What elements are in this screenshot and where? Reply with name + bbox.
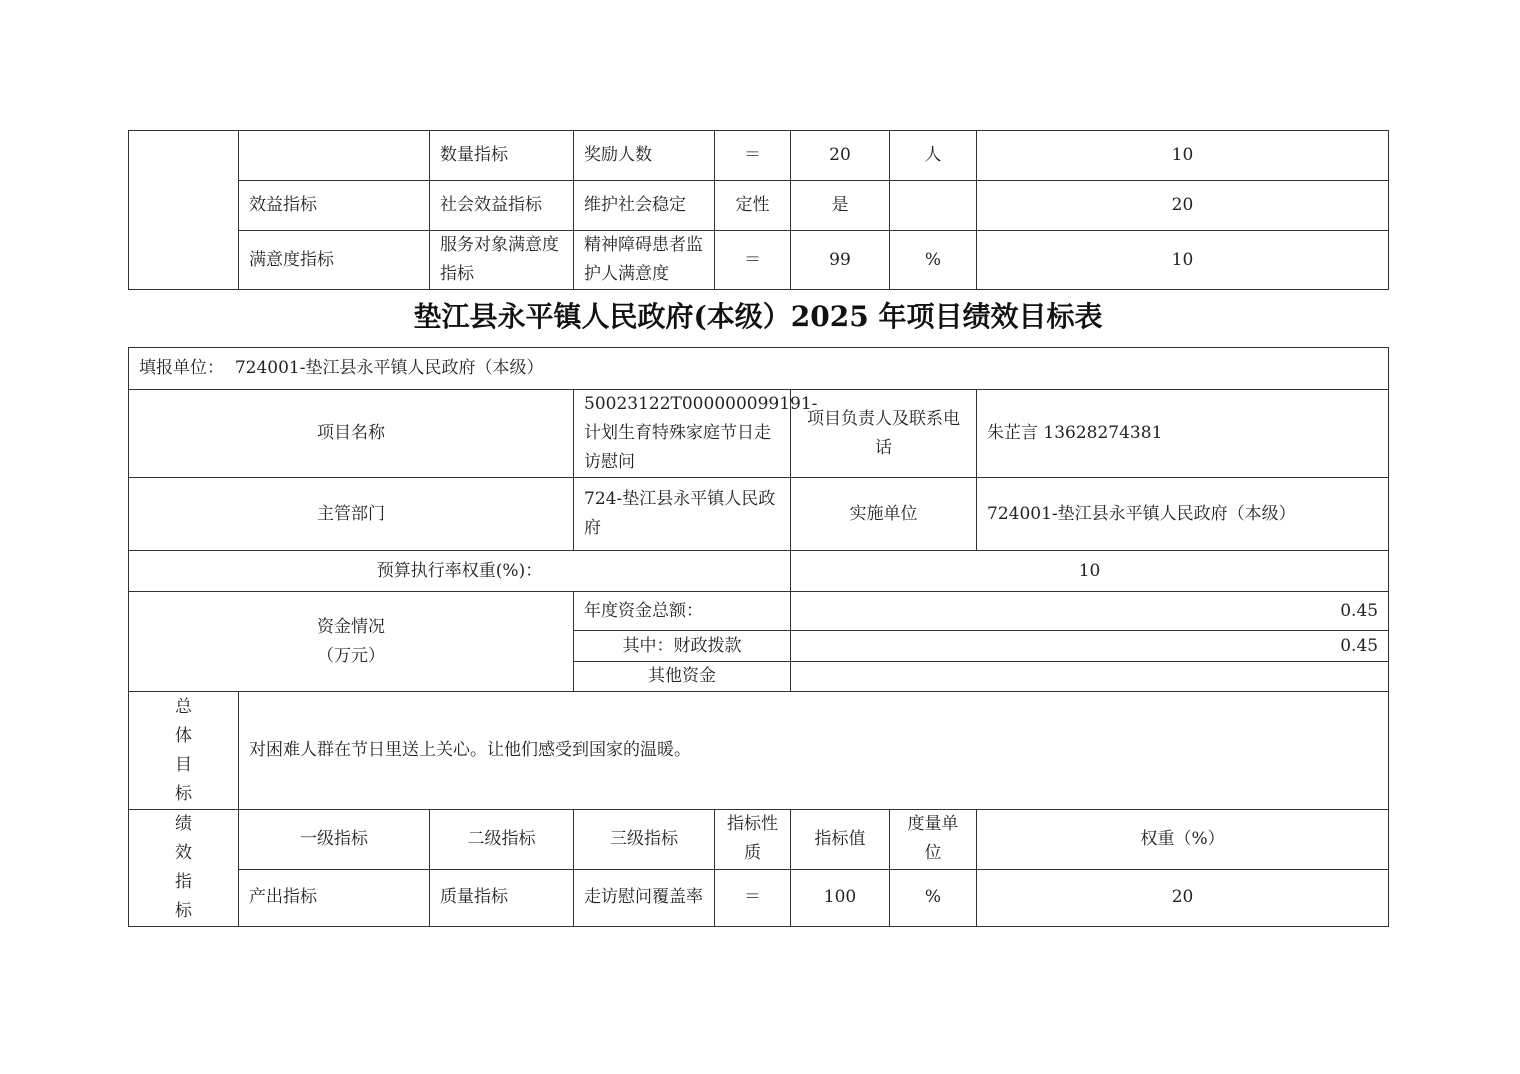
funds-label <box>129 592 574 692</box>
weight-cell: 20 <box>977 869 1389 927</box>
header-unit: 度量单位 <box>890 810 977 870</box>
table-row <box>129 231 1389 290</box>
value-cell: 是 <box>791 181 890 231</box>
table-row <box>129 348 1389 390</box>
level2-cell: 社会效益指标 <box>430 181 574 231</box>
reporting-unit-label: 填报单位： <box>139 358 224 378</box>
unit-cell: % <box>890 231 977 290</box>
level3-cell: 精神障碍患者监护人满意度 <box>574 231 715 290</box>
table-row <box>129 810 1389 870</box>
value-cell: 100 <box>791 869 890 927</box>
weight-cell: 10 <box>977 131 1389 181</box>
level2-cell: 数量指标 <box>430 131 574 181</box>
category-cell <box>129 131 239 290</box>
level2-cell: 质量指标 <box>430 869 574 927</box>
performance-table-continued <box>128 130 1389 290</box>
value-cell: 20 <box>791 131 890 181</box>
impl-unit-value: 724001-垫江县永平镇人民政府（本级） <box>977 478 1389 551</box>
reporting-unit-value: 724001-垫江县永平镇人民政府（本级） <box>234 358 544 378</box>
funds-label-line1: 资金情况 <box>317 616 385 637</box>
value-cell: 99 <box>791 231 890 290</box>
nature-cell: ＝ <box>715 131 791 181</box>
level3-cell: 奖励人数 <box>574 131 715 181</box>
funds-total-value: 0.45 <box>791 592 1389 631</box>
table-row <box>129 692 1389 810</box>
performance-form-table <box>128 347 1389 927</box>
project-leader-value: 朱芷言 13628274381 <box>977 390 1389 478</box>
dept-label: 主管部门 <box>129 478 574 551</box>
weight-cell: 10 <box>977 231 1389 290</box>
funds-fiscal-label: 其中：财政拨款 <box>574 631 791 662</box>
reporting-unit-cell <box>129 348 1389 390</box>
level2-cell: 服务对象满意度指标 <box>430 231 574 290</box>
table-row <box>129 478 1389 551</box>
funds-other-value <box>791 662 1389 692</box>
table-row <box>129 592 1389 631</box>
funds-total-label: 年度资金总额： <box>574 592 791 631</box>
header-value: 指标值 <box>791 810 890 870</box>
table-row <box>129 869 1389 927</box>
table-row <box>129 181 1389 231</box>
level1-cell: 满意度指标 <box>239 231 430 290</box>
unit-cell: 人 <box>890 131 977 181</box>
funds-fiscal-value: 0.45 <box>791 631 1389 662</box>
header-level1: 一级指标 <box>239 810 430 870</box>
overall-goal-text: 对困难人群在节日里送上关心。让他们感受到国家的温暖。 <box>239 692 1389 810</box>
level3-cell: 走访慰问覆盖率 <box>574 869 715 927</box>
nature-cell: ＝ <box>715 231 791 290</box>
unit-cell <box>890 181 977 231</box>
budget-rate-label: 预算执行率权重(%)： <box>129 551 791 592</box>
level3-cell: 维护社会稳定 <box>574 181 715 231</box>
budget-rate-value: 10 <box>791 551 1389 592</box>
unit-cell: % <box>890 869 977 927</box>
weight-cell: 20 <box>977 181 1389 231</box>
header-nature: 指标性质 <box>715 810 791 870</box>
overall-goal-label: 总 体 目 标 <box>129 692 239 810</box>
header-level2: 二级指标 <box>430 810 574 870</box>
nature-cell: ＝ <box>715 869 791 927</box>
nature-cell: 定性 <box>715 181 791 231</box>
page-title: 垫江县永平镇人民政府(本级）2025 年项目绩效目标表 <box>413 300 1103 333</box>
funds-other-label: 其他资金 <box>574 662 791 692</box>
level1-cell: 效益指标 <box>239 181 430 231</box>
header-level3: 三级指标 <box>574 810 715 870</box>
project-leader-label: 项目负责人及联系电话 <box>791 390 977 478</box>
impl-unit-label: 实施单位 <box>791 478 977 551</box>
dept-value: 724-垫江县永平镇人民政府 <box>574 478 791 551</box>
project-name-label: 项目名称 <box>129 390 574 478</box>
project-name-value: 50023122T000000099191-计划生育特殊家庭节日走访慰问 <box>574 390 791 478</box>
performance-label: 绩 效 指 标 <box>129 810 239 927</box>
funds-label-line2: （万元） <box>317 645 385 666</box>
header-weight: 权重（%） <box>977 810 1389 870</box>
level1-cell: 产出指标 <box>239 869 430 927</box>
level1-cell <box>239 131 430 181</box>
table-row <box>129 551 1389 592</box>
table-row <box>129 390 1389 478</box>
table-row <box>129 131 1389 181</box>
